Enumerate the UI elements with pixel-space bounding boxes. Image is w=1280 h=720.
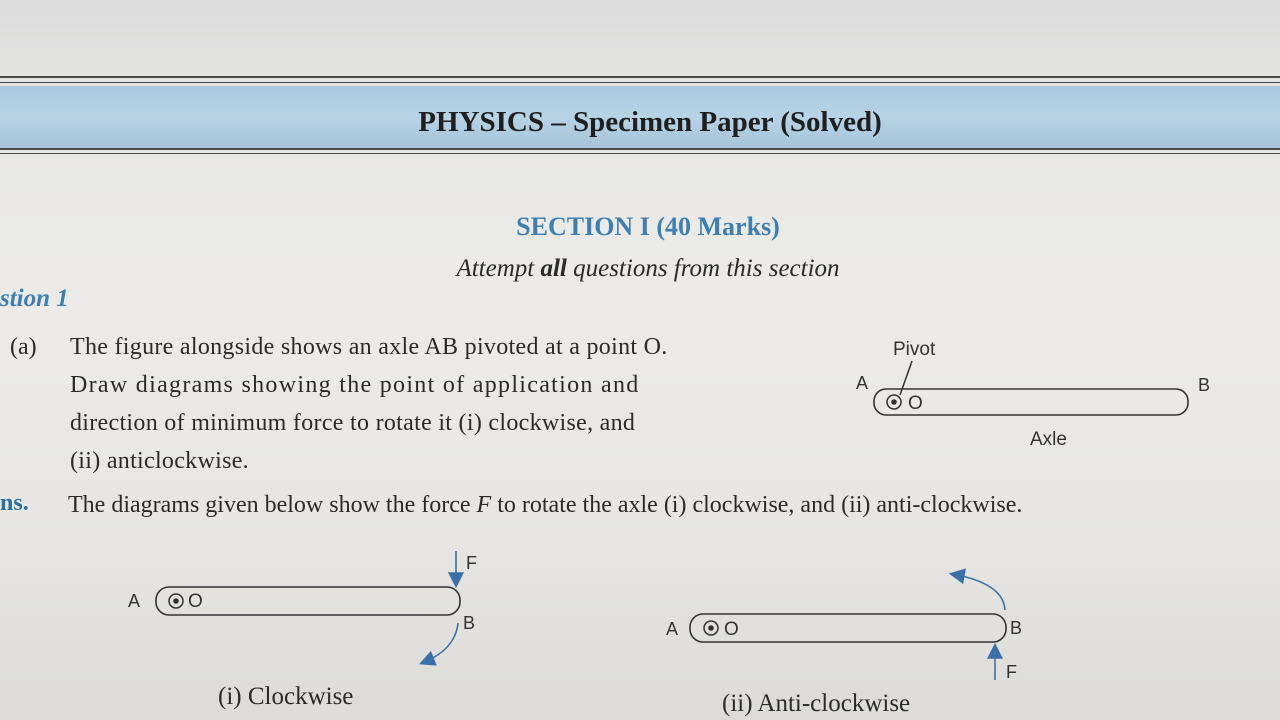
acw-label-o: O <box>724 619 739 640</box>
answer-text <box>68 492 1022 519</box>
instruction-bold: all <box>540 255 567 282</box>
cw-rotation-arrow <box>422 623 458 663</box>
answer-text-end: to rotate the axle (i) clockwise, and (ii) anti-clockwise. <box>491 492 1023 518</box>
section-instruction <box>0 255 1280 283</box>
acw-label-b: B <box>1010 618 1023 638</box>
main-label-b: B <box>1198 375 1211 395</box>
instruction-end: questions from this section <box>566 255 840 282</box>
question-line-1: The figure alongside shows an axle AB pivoted at a point O. <box>70 334 668 360</box>
page-title: PHYSICS – Specimen Paper (Solved) <box>418 106 882 138</box>
top-rule-thin <box>0 82 1280 83</box>
part-label: (a) <box>10 334 37 360</box>
question-line-4: (ii) anticlockwise. <box>70 448 249 474</box>
bottom-rule-thin <box>0 153 1280 154</box>
acw-label-a: A <box>666 619 679 639</box>
diagram-anticlockwise <box>660 568 1040 688</box>
main-pivot-dot <box>891 399 897 405</box>
cw-pivot-dot <box>173 598 179 604</box>
axle-label: Axle <box>1030 429 1067 450</box>
answer-text-start: The diagrams given below show the force <box>68 492 477 518</box>
question-line-3: direction of minimum force to rotate it (i) clockwise, and <box>70 410 636 436</box>
section-title: SECTION I (40 Marks) <box>516 212 780 241</box>
top-rule <box>0 76 1280 78</box>
caption-anticlockwise: (ii) Anti-clockwise <box>722 690 911 717</box>
question-line-2: Draw diagrams showing the point of application and <box>70 372 640 398</box>
acw-pivot-dot <box>708 625 714 631</box>
diagram-clockwise <box>120 545 490 675</box>
cw-label-b: B <box>463 613 476 633</box>
question-heading: stion 1 <box>0 285 69 312</box>
main-label-a: A <box>856 373 869 393</box>
main-label-o: O <box>908 393 923 414</box>
answer-label: ns. <box>0 490 29 516</box>
answer-force-symbol: F <box>476 492 492 518</box>
acw-label-f: F <box>1006 662 1017 682</box>
cw-label-f: F <box>466 553 477 573</box>
pivot-label: Pivot <box>893 339 936 360</box>
cw-label-a: A <box>128 591 141 611</box>
caption-clockwise: (i) Clockwise <box>218 683 354 710</box>
acw-rotation-arrow <box>952 574 1005 610</box>
pivot-pointer <box>900 361 912 395</box>
figure-main-axle <box>850 335 1220 455</box>
cw-label-o: O <box>188 591 203 612</box>
instruction-start: Attempt <box>456 255 541 282</box>
bottom-rule <box>0 148 1280 150</box>
